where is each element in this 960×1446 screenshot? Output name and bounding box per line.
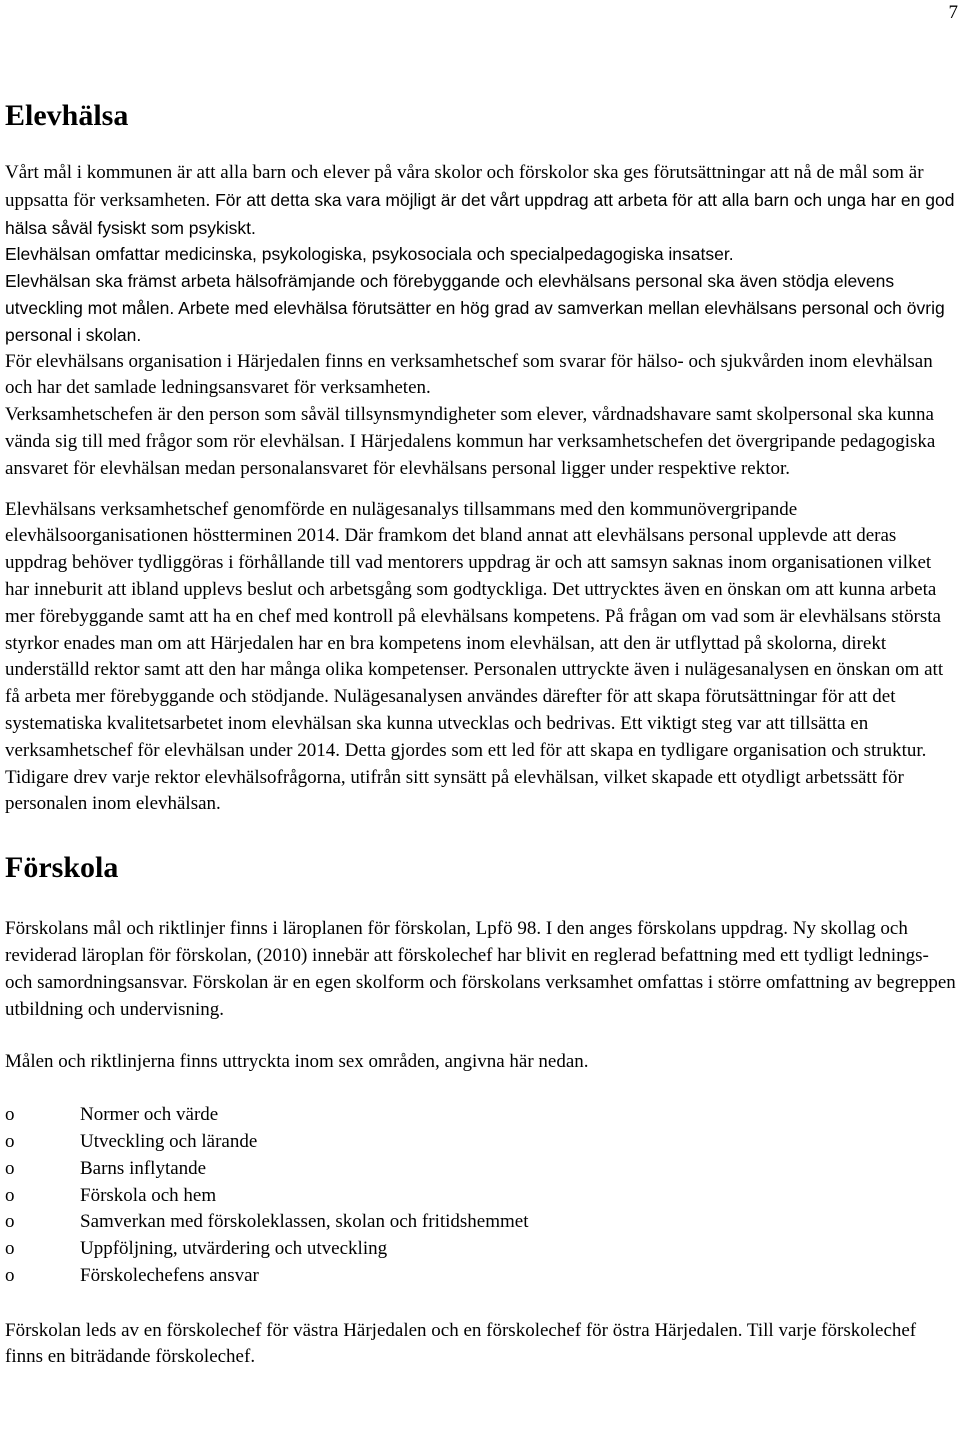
list-item-text: Normer och värde — [80, 1104, 219, 1126]
areas-list — [5, 1102, 957, 1290]
bullet-marker: o — [5, 1211, 15, 1233]
list-item — [5, 1209, 957, 1236]
elevhalsa-paragraph-5-b: I Härjedalens kommun har verksamhetschefen det övergripande pedagogiska ansvaret för elevhälsan medan personalansvaret för elevhälsans personal ligger under respektive rektor. — [5, 430, 936, 479]
bullet-marker: o — [5, 1104, 15, 1126]
elevhalsa-intro — [5, 159, 957, 349]
list-item — [5, 1183, 957, 1210]
section-heading-elevhalsa: Elevhälsa — [5, 99, 129, 132]
list-item-text: Förskolechefens ansvar — [80, 1264, 259, 1286]
elevhalsa-paragraph-5 — [5, 402, 957, 482]
elevhalsa-paragraph-1-serif: Vårt mål i kommunen är att alla barn och elever på våra skolor och förskolor ska ges förutsättningar att nå de mål som är uppsatta för verksamheten. — [5, 162, 924, 211]
forskola-paragraph-1: Förskolans mål och riktlinjer finns i läroplanen för förskolan, Lpfö 98. I den anges förskolans uppdrag. Ny skollag och reviderad läroplan för förskolan, (2010) innebär att förskolechef har blivit en reglerad befattning med ett tydligt lednings- och samordningsansvar. Förskolan är en egen skolform och förskolans verksamhet omfattas i större omfattning av begreppen utbildning och undervisning. — [5, 918, 956, 1020]
list-item — [5, 1156, 957, 1183]
document-body — [5, 96, 957, 1371]
elevhalsa-paragraph-1 — [5, 159, 957, 241]
list-item — [5, 1236, 957, 1263]
elevhalsa-paragraph-3-sans: Elevhälsan ska främst arbeta hälsofrämjande och förebyggande och elevhälsans personal ska även stödja elevens utveckling mot målen. — [5, 271, 895, 318]
list-item — [5, 1102, 957, 1129]
elevhalsa-paragraph-3 — [5, 268, 957, 348]
bullet-marker: o — [5, 1130, 15, 1152]
list-item-text: Utveckling och lärande — [80, 1130, 258, 1152]
bullet-marker: o — [5, 1157, 15, 1179]
bullet-marker: o — [5, 1264, 15, 1286]
elevhalsa-paragraph-4: För elevhälsans organisation i Härjedalen finns en verksamhetschef som svarar för hälso- och sjukvården inom elevhälsan och har det samlade ledningsansvaret för verksamheten. — [5, 350, 933, 399]
list-item-text: Barns inflytande — [80, 1157, 207, 1179]
list-item — [5, 1263, 957, 1290]
list-item-text: Samverkan med förskoleklassen, skolan och fritidshemmet — [80, 1211, 529, 1233]
bullet-marker: o — [5, 1238, 15, 1260]
forskola-paragraph-3: Förskolan leds av en förskolechef för västra Härjedalen och en förskolechef för östra Härjedalen. Till varje förskolechef finns en biträdande förskolechef. — [5, 1319, 917, 1368]
elevhalsa-paragraph-5-a: Verksamhetschefen är den person som såväl tillsynsmyndigheter som elever, vårdnadshavare samt skolpersonal ska kunna vända sig till med frågor som rör elevhälsan. — [5, 404, 934, 452]
page-number: 7 — [948, 2, 958, 23]
elevhalsa-paragraph-2: Elevhälsan omfattar medicinska, psykologiska, psykosociala och specialpedagogiska insatser. — [5, 244, 734, 265]
section-heading-forskola: Förskola — [5, 851, 119, 885]
list-item — [5, 1129, 957, 1156]
elevhalsa-paragraph-6: Elevhälsans verksamhetschef genomförde en nulägesanalys tillsammans med den kommunövergripande elevhälsoorganisationen höstterminen 2014. Där framkom det bland annat att elevhälsans personal upplevde att deras uppdrag behöver tydliggöras i förhållande till vad mentorers uppdrag är och att samsyn saknas inom organisationen vilket har inneburit att ibland upplevs beslut och arbetsgång som godtyckliga. Det uttrycktes även en önskan om att kunna arbeta mer förebyggande samt att ha en chef med kontroll på elevhälsans kompetens. På frågan om vad som är elevhälsans största styrkor enades man om att Härjedalen har en bra kompetens inom elevhälsan, att den är utflyttad på skolorna, direkt underställd rektor samt att den har många olika kompetenser. Personalen uttryckte även i nulägesanalysen en önskan om att få arbeta mer förebyggande och stödjande. Nulägesanalysen användes därefter för att skapa förutsättningar för att det systematiska kvalitetsarbetet inom elevhälsan ska kunna utvecklas och bedrivas. Ett viktigt steg var att tillsätta en verksamhetschef för elevhälsan under 2014. Detta gjordes som ett led för att skapa en tydligare organisation och struktur. Tidigare drev varje rektor elevhälsofrågorna, utifrån sitt synsätt på elevhälsan, vilket skapade ett otydligt arbetssätt för personalen inom elevhälsan. — [5, 498, 944, 815]
forskola-paragraph-2: Målen och riktlinjerna finns uttryckta inom sex områden, angivna här nedan. — [5, 1051, 589, 1073]
list-item-text: Uppföljning, utvärdering och utveckling — [80, 1238, 388, 1260]
bullet-marker: o — [5, 1184, 15, 1206]
list-item-text: Förskola och hem — [80, 1184, 217, 1206]
elevhalsa-paragraph-3-cont: Arbete med elevhälsa förutsätter en hög grad av samverkan mellan elevhälsans personal och övrig personal i skolan. — [5, 297, 945, 345]
elevhalsa-paragraph-1-sans: För att detta ska vara möjligt är det vårt uppdrag att arbeta för att alla barn och unga har en god hälsa såväl fysiskt som psykiskt. — [5, 189, 955, 238]
